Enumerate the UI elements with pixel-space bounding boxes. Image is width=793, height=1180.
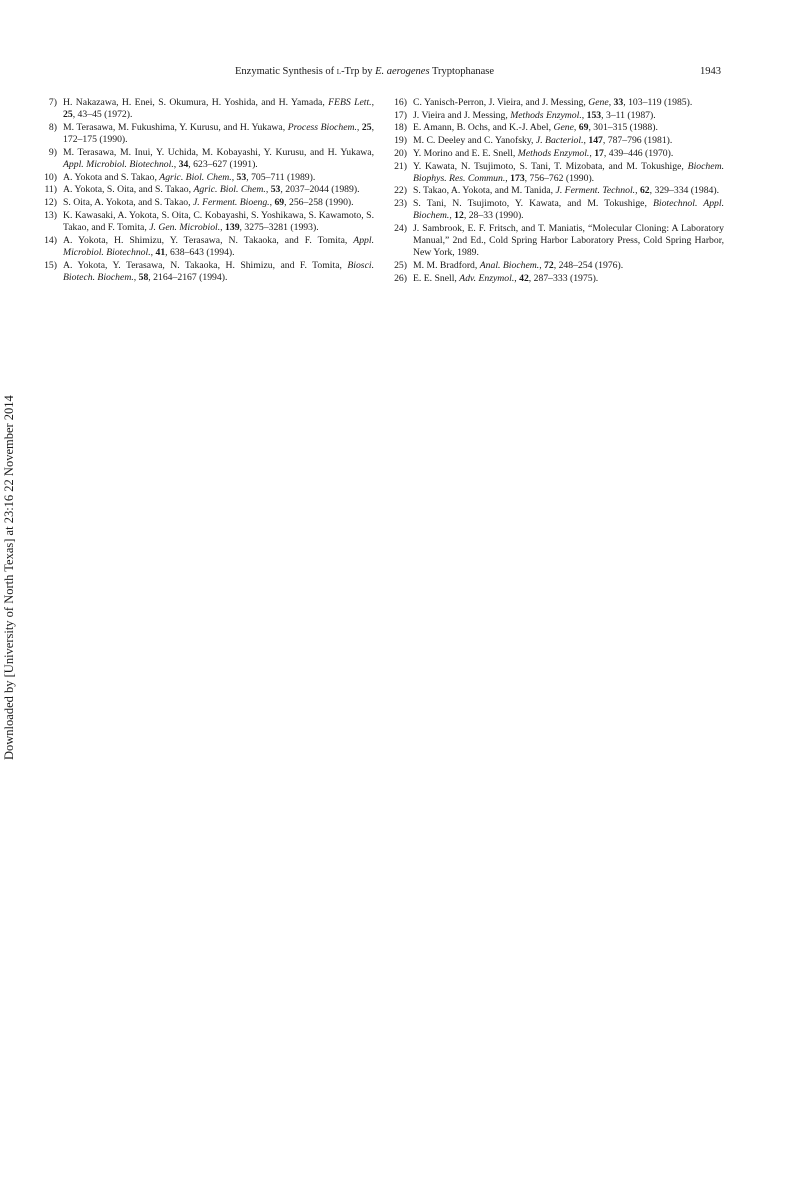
reference-item xyxy=(36,172,374,184)
reference-item xyxy=(386,185,724,197)
reference-number: 22) xyxy=(394,185,407,197)
running-head xyxy=(0,66,793,82)
reference-segment: , 43–45 (1972). xyxy=(72,109,133,121)
journal-name: Agric. Biol. Chem. xyxy=(193,184,266,196)
reference-segment: S. Tani, N. Tsujimoto, Y. Kawata, and M. Tokushige, xyxy=(413,198,653,210)
reference-item xyxy=(36,210,374,234)
reference-segment: , 756–762 (1990). xyxy=(524,172,595,184)
reference-segment: , xyxy=(505,172,511,184)
reference-segment: A. Yokota, Y. Terasawa, N. Takaoka, H. Shimizu, and F. Tomita, xyxy=(63,259,348,271)
reference-segment: , 28–33 (1990). xyxy=(463,210,524,222)
volume-number: 69 xyxy=(578,122,589,134)
reference-item xyxy=(386,122,724,134)
volume-number: 58 xyxy=(138,271,149,283)
reference-item xyxy=(36,235,374,259)
volume-number: 25 xyxy=(63,109,73,121)
reference-segment: , xyxy=(573,122,579,134)
reference-segment: , 623–627 (1991). xyxy=(188,159,258,171)
volume-number: 147 xyxy=(588,135,603,147)
reference-text xyxy=(63,260,374,284)
journal-name: J. Ferment. Bioeng. xyxy=(192,197,270,209)
volume-number: 12 xyxy=(454,210,464,222)
reference-item xyxy=(386,110,724,122)
reference-segment: A. Yokota and S. Takao, xyxy=(63,171,160,183)
page-number: 1943 xyxy=(700,66,721,77)
reference-number: 7) xyxy=(48,97,57,108)
journal-name: Gene xyxy=(588,97,609,108)
reference-text xyxy=(413,185,724,197)
reference-segment: , 2164–2167 (1994). xyxy=(148,271,228,283)
reference-number: 23) xyxy=(394,198,407,210)
reference-text xyxy=(413,148,724,160)
reference-text xyxy=(63,122,374,146)
title-mid: -Trp by xyxy=(341,66,376,77)
volume-number: 42 xyxy=(519,272,529,284)
reference-text xyxy=(413,223,724,260)
journal-name: Gene xyxy=(553,122,574,134)
reference-segment: , xyxy=(371,97,374,108)
reference-segment: , 3–11 (1987). xyxy=(601,109,656,121)
reference-segment: , 172–175 (1990). xyxy=(63,121,374,146)
reference-number: 18) xyxy=(394,122,407,134)
download-watermark xyxy=(2,395,22,1180)
title-suffix: Tryptophanase xyxy=(429,66,495,77)
title-prefix: Enzymatic Synthesis of xyxy=(235,66,337,77)
reference-segment: , xyxy=(539,260,545,272)
reference-segment: , xyxy=(150,246,156,258)
reference-item xyxy=(386,273,724,285)
reference-segment: , xyxy=(231,171,237,183)
reference-segment: M. Terasawa, M. Inui, Y. Uchida, M. Kobayashi, Y. Kurusu, and H. Yukawa, xyxy=(63,146,374,158)
reference-segment: , xyxy=(581,109,587,121)
reference-item xyxy=(386,148,724,160)
reference-segment: J. Vieira and J. Messing, xyxy=(413,109,511,121)
reference-item xyxy=(386,97,724,109)
reference-segment: J. Sambrook, E. F. Fritsch, and T. Maniatis, “Molecular Cloning: A Laboratory Manual,” 2nd Ed., Cold Spring Harbor Laboratory Press, Cold Spring Harbor, New York, 1989. xyxy=(413,223,724,259)
volume-number: 153 xyxy=(586,109,602,121)
reference-number: 25) xyxy=(394,260,407,272)
reference-number: 26) xyxy=(394,272,407,284)
reference-segment: , 287–333 (1975). xyxy=(528,272,599,284)
reference-number: 24) xyxy=(394,223,407,235)
reference-number: 16) xyxy=(394,97,407,108)
title-organism: E. aerogenes xyxy=(375,66,430,77)
reference-segment: M. C. Deeley and C. Yanofsky, xyxy=(413,135,536,147)
reference-number: 11) xyxy=(44,184,57,196)
reference-number: 19) xyxy=(394,135,407,147)
reference-number: 15) xyxy=(44,259,57,271)
reference-item xyxy=(36,197,374,209)
reference-text xyxy=(413,198,724,222)
reference-segment: , 256–258 (1990). xyxy=(284,197,354,209)
volume-number: 25 xyxy=(361,121,372,133)
journal-name: Methods Enzymol. xyxy=(510,109,582,121)
reference-text xyxy=(63,210,374,234)
volume-number: 33 xyxy=(613,97,624,108)
reference-segment: E. E. Snell, xyxy=(413,272,460,284)
reference-text xyxy=(413,135,724,147)
reference-segment: M. M. Bradford, xyxy=(413,260,480,272)
reference-number: 12) xyxy=(44,197,57,209)
reference-segment: , xyxy=(133,271,139,283)
reference-segment: K. Kawasaki, A. Yokota, S. Oita, C. Kobayashi, S. Yoshikawa, S. Kawamoto, S. Takao, and F. Tomita, xyxy=(63,209,374,234)
journal-name: Agric. Biol. Chem. xyxy=(159,171,232,183)
reference-number: 20) xyxy=(394,147,407,159)
volume-number: 139 xyxy=(225,222,240,234)
reference-text xyxy=(413,161,724,185)
download-note-text: Downloaded by [University of North Texas] at 23:16 22 November 2014 xyxy=(2,395,16,760)
reference-segment: , xyxy=(356,121,362,133)
volume-number: 62 xyxy=(639,185,650,197)
volume-number: 53 xyxy=(270,184,281,196)
reference-segment: C. Yanisch-Perron, J. Vieira, and J. Messing, xyxy=(413,97,589,108)
volume-number: 72 xyxy=(544,260,554,272)
reference-text xyxy=(63,235,374,259)
journal-name: J. Bacteriol. xyxy=(535,135,584,147)
journal-name: Biotechnol. Appl. Biochem. xyxy=(413,198,724,222)
volume-number: 41 xyxy=(155,246,166,258)
reference-segment: , 705–711 (1989). xyxy=(246,171,316,183)
journal-name: Process Biochem. xyxy=(287,121,357,133)
reference-text xyxy=(63,172,374,184)
reference-text xyxy=(413,122,724,134)
reference-number: 21) xyxy=(394,160,407,172)
reference-number: 8) xyxy=(48,121,57,133)
volume-number: 53 xyxy=(236,171,247,183)
reference-item xyxy=(386,223,724,260)
reference-segment: H. Nakazawa, H. Enei, S. Okumura, H. Yoshida, and H. Yamada, xyxy=(63,97,329,108)
reference-segment: , 103–119 (1985). xyxy=(623,97,693,108)
reference-segment: , 787–796 (1981). xyxy=(602,135,673,147)
running-title xyxy=(235,66,494,77)
reference-text xyxy=(63,97,374,121)
reference-segment: A. Yokota, H. Shimizu, Y. Terasawa, N. Takaoka, and F. Tomita, xyxy=(63,234,354,246)
volume-number: 69 xyxy=(274,197,285,209)
reference-segment: , 638–643 (1994). xyxy=(165,246,235,258)
reference-number: 14) xyxy=(44,234,57,246)
reference-text xyxy=(413,273,724,285)
reference-segment: , xyxy=(265,184,271,196)
reference-text xyxy=(63,197,374,209)
reference-segment: S. Takao, A. Yokota, and M. Tanida, xyxy=(413,185,556,197)
reference-text xyxy=(413,97,724,109)
reference-segment: , 301–315 (1988). xyxy=(588,122,658,134)
volume-number: 173 xyxy=(510,172,525,184)
reference-segment: , xyxy=(589,147,595,159)
reference-segment: , xyxy=(514,272,520,284)
journal-name: Adv. Enzymol. xyxy=(459,272,515,284)
reference-segment: , xyxy=(220,222,225,234)
reference-segment: E. Amann, B. Ochs, and K.-J. Abel, xyxy=(413,122,554,134)
reference-segment: A. Yokota, S. Oita, and S. Takao, xyxy=(63,184,194,196)
reference-item xyxy=(386,260,724,272)
reference-segment: , 3275–3281 (1993). xyxy=(239,222,319,234)
reference-segment: , xyxy=(608,97,614,108)
reference-number: 10) xyxy=(44,171,57,183)
reference-segment: , 2037–2044 (1989). xyxy=(280,184,360,196)
reference-item xyxy=(386,135,724,147)
journal-name: FEBS Lett. xyxy=(328,97,372,108)
references-left-column xyxy=(36,97,374,285)
reference-segment: , xyxy=(173,159,179,171)
reference-segment: , 329–334 (1984). xyxy=(649,185,720,197)
reference-item xyxy=(386,161,724,185)
journal-name: Methods Enzymol. xyxy=(517,147,590,159)
reference-item xyxy=(36,260,374,284)
reference-segment: , 248–254 (1976). xyxy=(553,260,624,272)
reference-item xyxy=(386,198,724,222)
journal-name: J. Ferment. Technol. xyxy=(555,185,636,197)
journal-name: Appl. Microbiol. Biotechnol. xyxy=(63,159,174,171)
journal-name: J. Gen. Microbiol. xyxy=(149,222,221,234)
journal-name: Biochem. Biophys. Res. Commun. xyxy=(413,160,724,184)
reference-segment: Y. Kawata, N. Tsujimoto, S. Tani, T. Mizobata, and M. Tokushige, xyxy=(413,160,688,172)
volume-number: 34 xyxy=(178,159,189,171)
title-l-small-caps: l xyxy=(336,66,342,77)
reference-segment: , xyxy=(449,210,455,222)
reference-item xyxy=(36,147,374,171)
reference-number: 17) xyxy=(394,109,407,121)
reference-number: 9) xyxy=(48,146,57,158)
journal-name: Biosci. Biotech. Biochem. xyxy=(63,259,374,283)
references-right-column xyxy=(386,97,724,286)
volume-number: 17 xyxy=(594,147,604,159)
reference-text xyxy=(63,147,374,171)
journal-name: Appl. Microbiol. Biotechnol. xyxy=(63,234,374,258)
reference-text xyxy=(63,184,374,196)
reference-item xyxy=(36,122,374,146)
reference-segment: Y. Morino and E. E. Snell, xyxy=(413,147,518,159)
reference-segment: , xyxy=(635,185,640,197)
reference-segment: , xyxy=(269,197,275,209)
reference-item xyxy=(36,184,374,196)
reference-segment: , xyxy=(583,135,589,147)
journal-name: Anal. Biochem. xyxy=(479,260,540,272)
reference-text xyxy=(413,110,724,122)
reference-segment: , 439–446 (1970). xyxy=(603,147,674,159)
reference-segment: S. Oita, A. Yokota, and S. Takao, xyxy=(63,197,193,209)
reference-segment: M. Terasawa, M. Fukushima, Y. Kurusu, and H. Yukawa, xyxy=(63,121,288,133)
reference-text xyxy=(413,260,724,272)
reference-item xyxy=(36,97,374,121)
reference-number: 13) xyxy=(44,209,57,221)
